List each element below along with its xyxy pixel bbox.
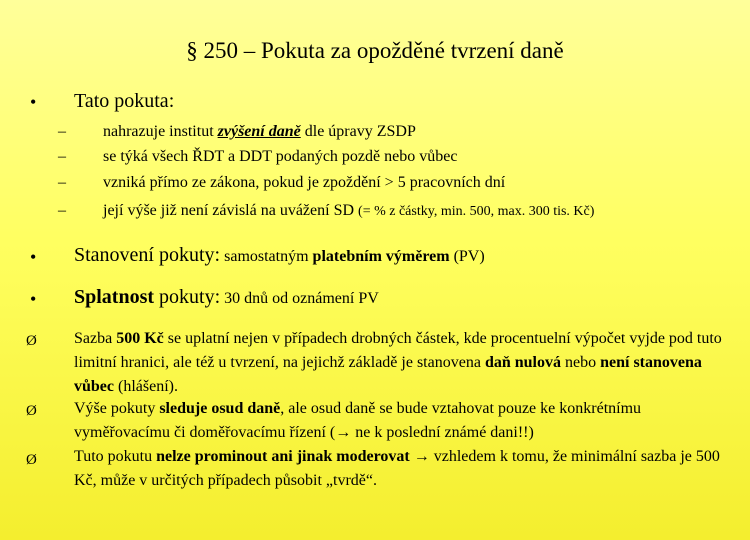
dash-marker: –	[58, 202, 66, 219]
tato-label: Tato pokuta:	[74, 90, 175, 112]
splatnost-line: Splatnost pokuty: 30 dnů od oznámení PV	[74, 286, 379, 308]
bullet-marker: •	[30, 247, 37, 267]
page-title: § 250 – Pokuta za opožděné tvrzení daně	[186, 38, 564, 63]
paragraph-sazba: Sazba 500 Kč se uplatní nejen v případech drobných částek, kde procentuelní výpočet vyjde pod tuto limitní hranici, ale též u tvrzení, na jejichž základě je stanovena daň nulová nebo není stanovena vůbec (hlášení).	[74, 330, 722, 395]
paragraph-prominuti: Tuto pokutu nelze prominout ani jinak moderovat → vzhledem k tomu, že minimální sazba je 500 Kč, může v určitých případech působit „tvrdě“.	[74, 448, 720, 489]
stanoveni-line: Stanovení pokuty: samostatným platebním výměrem (PV)	[74, 244, 485, 266]
arrow-bullet-icon: Ø	[26, 452, 37, 468]
dash-marker: –	[58, 123, 66, 140]
tato-item-2: se týká všech ŘDT a DDT podaných pozdě nebo vůbec	[103, 148, 458, 165]
arrow-bullet-icon: Ø	[26, 403, 37, 419]
tato-item-1: nahrazuje institut zvýšení daně dle úpravy ZSDP	[103, 123, 416, 140]
bullet-marker: •	[30, 289, 37, 309]
bullet-marker: •	[30, 92, 37, 112]
dash-marker: –	[58, 148, 66, 165]
dash-marker: –	[58, 174, 66, 191]
tato-item-3: vzniká přímo ze zákona, pokud je zpoždění > 5 pracovních dní	[103, 174, 506, 191]
arrow-bullet-icon: Ø	[26, 333, 37, 349]
tato-item-4: její výše již není závislá na uvážení SD (= % z částky, min. 500, max. 300 tis. Kč)	[103, 202, 595, 219]
paragraph-vyse: Výše pokuty sleduje osud daně, ale osud daně se bude vztahovat pouze ke konkrétnímu vyměřovacímu či doměřovacímu řízení (→ ne k poslední známé dani!!)	[74, 400, 642, 441]
